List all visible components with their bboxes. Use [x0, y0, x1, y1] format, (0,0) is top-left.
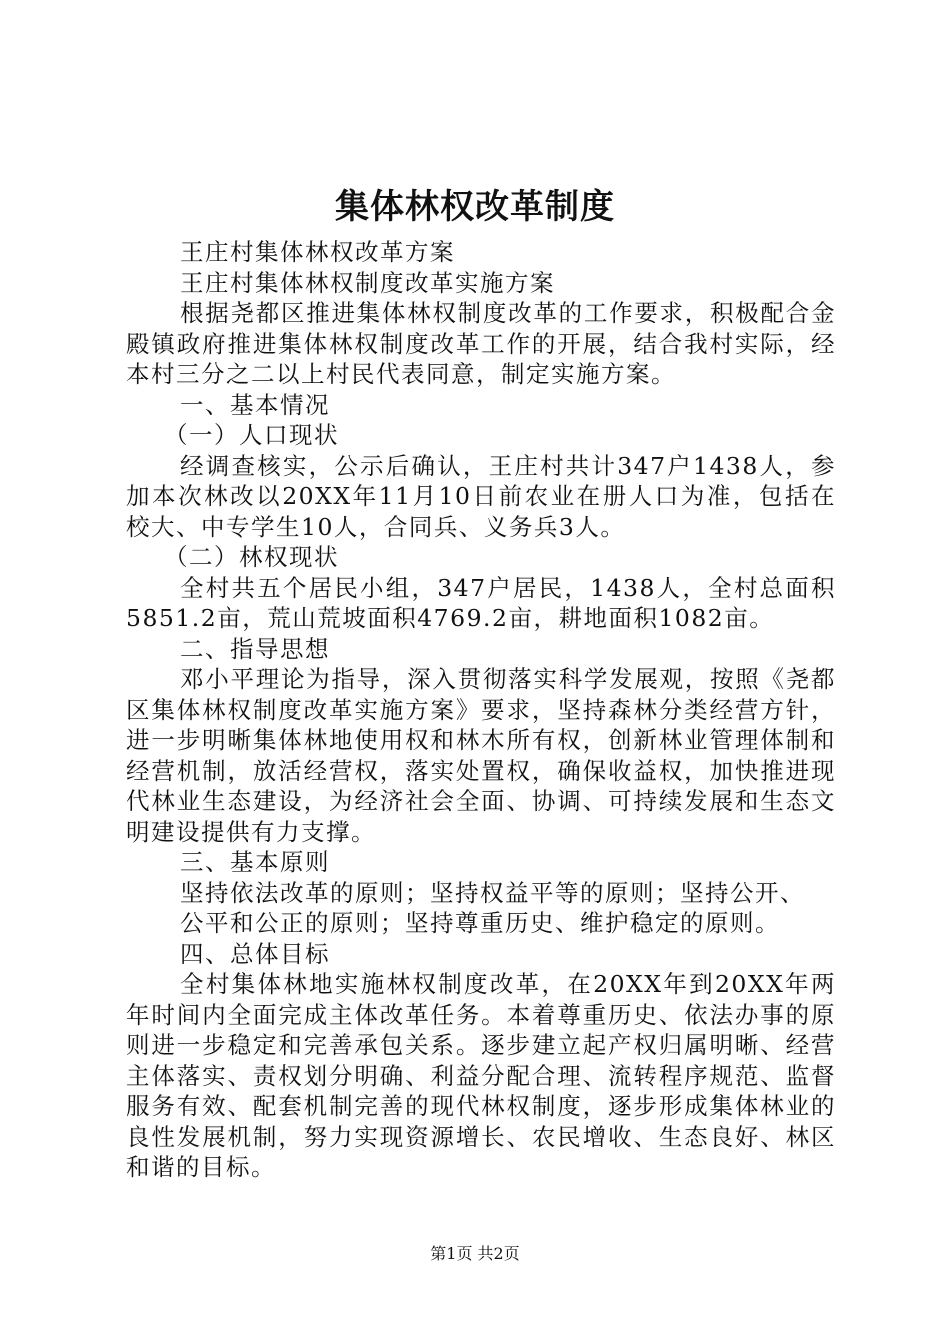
paragraph-heading: 王庄村集体林权改革方案 [180, 238, 455, 266]
paragraph: 公平和公正的原则；坚持尊重历史、维护稳定的原则。 [180, 909, 780, 937]
paragraph: 经调查核实，公示后确认，王庄村共计347户1438人，参加本次林改以20XX年11月10日前农业在册人口为准，包括在校大、中专学生10人，合同兵、义务兵3人。 [126, 451, 836, 541]
document-title: 集体林权改革制度 [335, 187, 615, 227]
subsection-heading: （一）人口现状 [164, 421, 339, 449]
paragraph: 坚持依法改革的原则；坚持权益平等的原则；坚持公开、 [180, 878, 805, 907]
section-heading: 二、指导思想 [180, 634, 330, 663]
page-number-footer: 第1页 共2页 [430, 1244, 520, 1263]
document-body [126, 237, 836, 1183]
paragraph: 根据尧都区推进集体林权制度改革的工作要求，积极配合金殿镇政府推进集体林权制度改革工作的开展，结合我村实际，经本村三分之二以上村民代表同意，制定实施方案。 [126, 299, 836, 388]
subsection-heading: （二）林权现状 [164, 543, 339, 571]
paragraph-heading: 王庄村集体林权制度改革实施方案 [180, 268, 555, 297]
paragraph: 全村集体林地实施林权制度改革，在20XX年到20XX年两年时间内全面完成主体改革任务。本着尊重历史、依法办事的原则进一步稳定和完善承包关系。逐步建立起产权归属明晰、经营主体落实、责权划分明确、利益分配合理、流转程序规范、监督服务有效、配套机制完善的现代林权制度，逐步形成集体林业的良性发展机制，努力实现资源增长、农民增收、生态良好、林区和谐的目标。 [126, 970, 836, 1181]
paragraph: 全村共五个居民小组，347户居民，1438人，全村总面积5851.2亩，荒山荒坡面积4769.2亩，耕地面积1082亩。 [126, 573, 836, 632]
section-heading: 四、总体目标 [180, 939, 330, 968]
section-heading: 一、基本情况 [180, 390, 330, 419]
section-heading: 三、基本原则 [180, 848, 330, 876]
paragraph: 邓小平理论为指导，深入贯彻落实科学发展观，按照《尧都区集体林权制度改革实施方案》要求，坚持森林分类经营方针，进一步明晰集体林地使用权和林木所有权，创新林业管理体制和经营机制，放活经营权，落实处置权，确保收益权，加快推进现代林业生态建设，为经济社会全面、协调、可持续发展和生态文明建设提供有力支撑。 [126, 665, 836, 846]
